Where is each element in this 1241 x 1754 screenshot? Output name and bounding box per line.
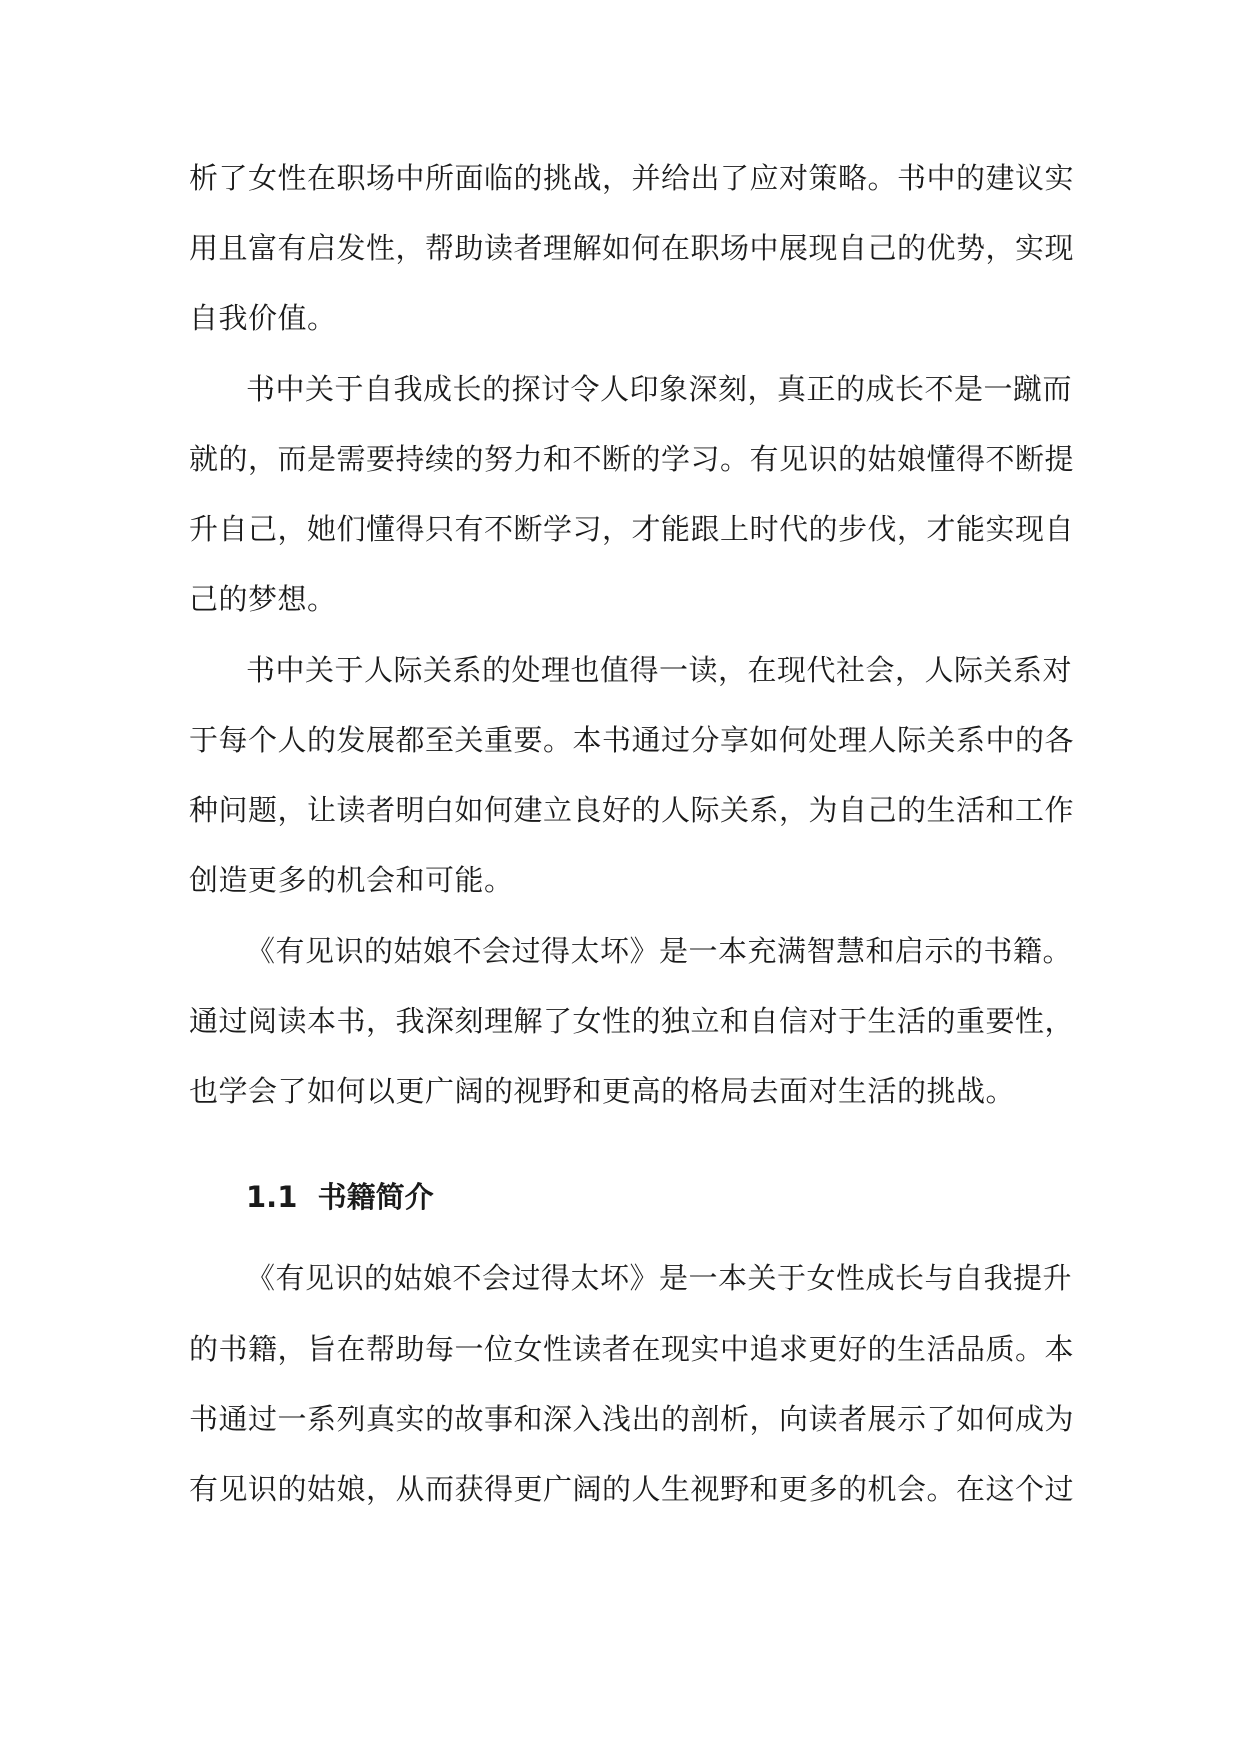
text-line: 就的，而是需要持续的努力和不断的学习。有见识的姑娘懂得不断提 bbox=[189, 442, 1075, 476]
text-line: 自我价值。 bbox=[189, 301, 337, 335]
text-line: 种问题，让读者明白如何建立良好的人际关系，为自己的生活和工作 bbox=[189, 793, 1075, 827]
paragraph-first-line: 《有见识的姑娘不会过得太坏》是一本充满智慧和启示的书籍。 bbox=[246, 934, 1073, 968]
text-line: 用且富有启发性，帮助读者理解如何在职场中展现自己的优势，实现 bbox=[189, 231, 1075, 265]
text-line: 有见识的姑娘，从而获得更广阔的人生视野和更多的机会。在这个过 bbox=[189, 1472, 1075, 1506]
section-heading bbox=[246, 1177, 434, 1217]
text-line: 创造更多的机会和可能。 bbox=[189, 863, 514, 897]
text-line: 于每个人的发展都至关重要。本书通过分享如何处理人际关系中的各 bbox=[189, 723, 1075, 757]
text-line: 也学会了如何以更广阔的视野和更高的格局去面对生活的挑战。 bbox=[189, 1074, 1016, 1108]
text-line: 通过阅读本书，我深刻理解了女性的独立和自信对于生活的重要性， bbox=[189, 1004, 1075, 1038]
paragraph-first-line: 《有见识的姑娘不会过得太坏》是一本关于女性成长与自我提升 bbox=[246, 1261, 1073, 1295]
section-title: 书籍简介 bbox=[317, 1180, 434, 1214]
text-line: 析了女性在职场中所面临的挑战，并给出了应对策略。书中的建议实 bbox=[189, 161, 1075, 195]
paragraph-first-line: 书中关于人际关系的处理也值得一读，在现代社会，人际关系对 bbox=[246, 653, 1073, 687]
text-line: 己的梦想。 bbox=[189, 582, 337, 616]
text-line: 书通过一系列真实的故事和深入浅出的剖析，向读者展示了如何成为 bbox=[189, 1402, 1075, 1436]
text-line: 的书籍，旨在帮助每一位女性读者在现实中追求更好的生活品质。本 bbox=[189, 1332, 1075, 1366]
text-line: 升自己，她们懂得只有不断学习，才能跟上时代的步伐，才能实现自 bbox=[189, 512, 1075, 546]
paragraph-first-line: 书中关于自我成长的探讨令人印象深刻，真正的成长不是一蹴而 bbox=[246, 372, 1073, 406]
section-number: 1.1 bbox=[246, 1180, 298, 1214]
